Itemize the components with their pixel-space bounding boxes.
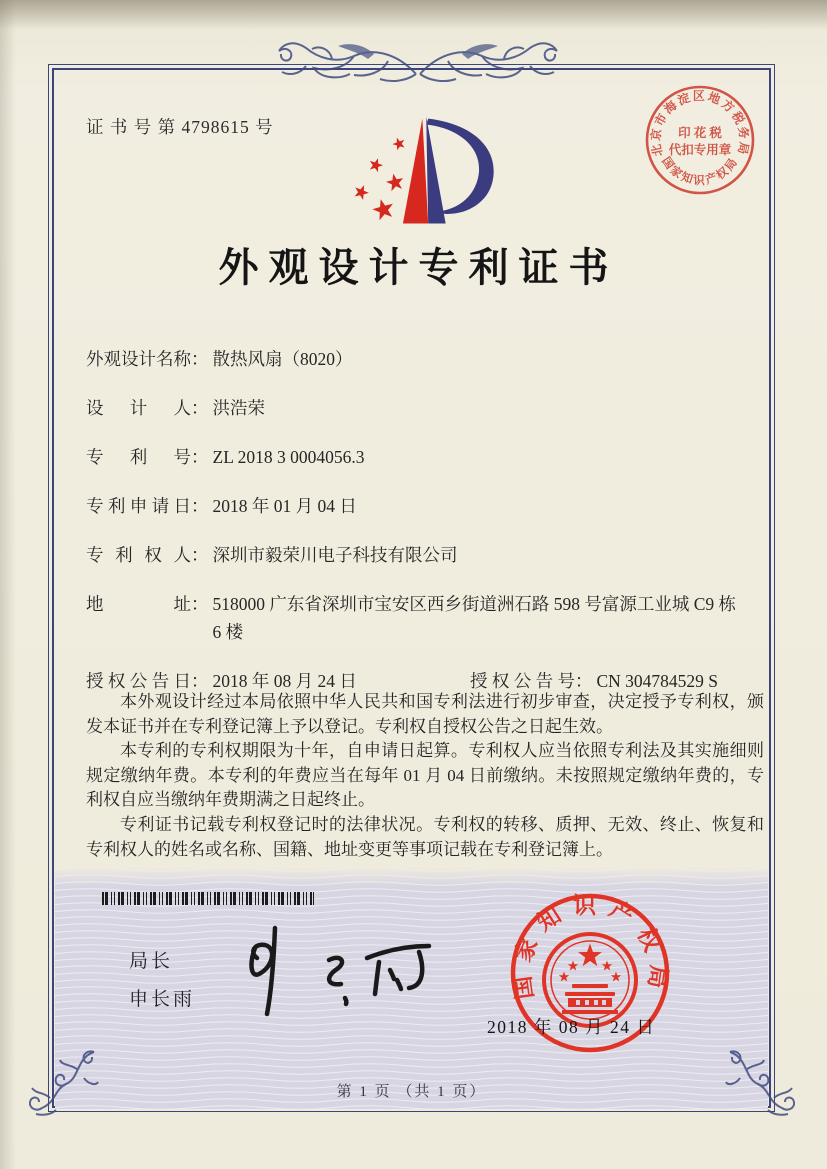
band-top-fade [55, 866, 768, 886]
certificate-number: 证 书 号 第 4798615 号 [86, 117, 274, 137]
field-filing-date [86, 492, 741, 520]
paragraph-grant-statement: 本外观设计经过本局依照中华人民共和国专利法进行初步审查，决定授予专利权，颁发本证书并在专利登记簿上予以登记。专利权自授权公告之日起生效。 [86, 692, 764, 736]
field-value: 2018 年 08 月 24 日 [212, 671, 357, 691]
tax-stamp-arc-top: 北京市海淀区地方税务局 [648, 89, 752, 158]
page-number-footer: 第 1 页 （共 1 页） [336, 1084, 487, 1100]
tax-stamp [644, 84, 756, 196]
guilloche-band [55, 866, 768, 1109]
field-colon: ： [191, 349, 209, 369]
field-value: 2018 年 01 月 04 日 [212, 496, 357, 516]
tax-stamp-center-line1: 印 花 税 [678, 126, 722, 140]
field-colon: ： [191, 545, 209, 565]
field-colon: ： [575, 671, 593, 691]
field-design-name [86, 345, 741, 373]
scan-edge-shadow-top [0, 0, 827, 30]
scan-edge-shadow-left [0, 0, 16, 1169]
top-flourish-ornament [278, 34, 558, 108]
paragraph-term-statement: 本专利的专利权期限为十年，自申请日起算。专利权人应当依照专利法及其实施细则规定缴纳年费。本专利的年费应当在每年 01 月 04 日前缴纳。未按照规定缴纳年费的，专利权自应当缴纳年费期满之日起终止。 [86, 741, 764, 810]
field-colon: ： [191, 447, 209, 467]
field-label: 专利权人 [86, 545, 191, 565]
seal-date: 2018 年 08 月 24 日 [487, 1017, 656, 1037]
field-label: 外观设计名称 [86, 349, 191, 369]
tax-stamp-arc-bottom: 国家知识产权局 [659, 155, 741, 188]
national-emblem [544, 934, 636, 1026]
field-colon: ： [191, 671, 209, 691]
tax-stamp-center-line2: 代扣专用章 [668, 143, 732, 157]
field-value: 518000 广东省深圳市宝安区西乡街道洲石路 598 号富源工业城 C9 栋 6 楼 [212, 594, 737, 642]
field-label: 专利号 [86, 447, 191, 467]
director-title: 局长 [129, 951, 174, 972]
field-patentee [86, 541, 741, 569]
field-colon: ： [191, 398, 209, 418]
certificate-title: 外观设计专利证书 [218, 245, 619, 290]
field-label: 授权公告号 [470, 671, 575, 691]
certificate-fields [86, 345, 741, 695]
paragraph-register-statement: 专利证书记载专利权登记时的法律状况。专利权的转移、质押、无效、终止、恢复和专利权人的姓名或名称、国籍、地址变更等事项记载在专利登记簿上。 [86, 814, 764, 859]
bottom-right-flourish [724, 1048, 798, 1118]
field-value: 深圳市毅荣川电子科技有限公司 [212, 545, 458, 565]
field-label: 授权公告日 [86, 671, 191, 691]
field-label: 地址 [86, 594, 191, 614]
seal-ring-text: 国家知识产权局 [508, 893, 672, 1001]
field-colon: ： [191, 496, 209, 516]
field-label: 专利申请日 [86, 496, 191, 516]
handwritten-signature [227, 918, 452, 1023]
field-designer [86, 394, 741, 422]
barcode [102, 892, 314, 905]
field-value: 洪浩荣 [212, 398, 265, 418]
field-address [86, 590, 741, 646]
director-name: 申长雨 [129, 989, 196, 1010]
bottom-left-flourish [26, 1048, 100, 1118]
field-value: ZL 2018 3 0004056.3 [212, 447, 365, 467]
field-value: 散热风扇（8020） [212, 349, 353, 369]
field-patent-number [86, 443, 741, 471]
field-value: CN 304784529 S [596, 671, 719, 691]
field-label: 设计人 [86, 398, 191, 418]
cnipa-logo [335, 108, 500, 236]
legal-paragraphs [86, 690, 764, 862]
field-colon: ： [191, 594, 209, 614]
logo-p-shape [403, 117, 494, 224]
logo-stars [352, 136, 407, 222]
